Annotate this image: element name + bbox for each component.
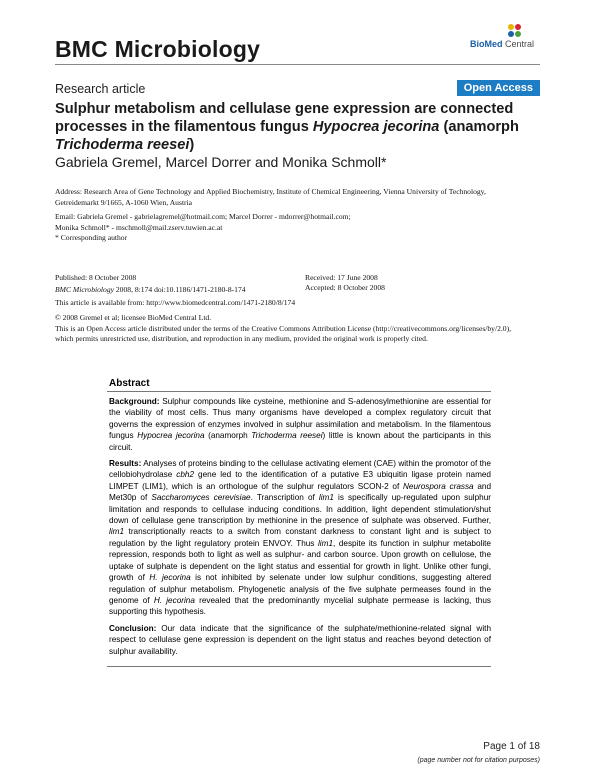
article-url[interactable]: This article is available from: http://www.biomedcentral.com/1471-2180/8/174 — [55, 298, 296, 307]
publisher-logo — [470, 24, 540, 52]
page-number: Page 1 of 18 — [483, 741, 540, 752]
citation: BMC Microbiology 2008, 8:174 doi:10.1186/1471-2180-8-174 — [55, 285, 246, 294]
email-line[interactable]: Monika Schmoll* - mschmoll@mail.zserv.tuwien.ac.at — [55, 222, 223, 232]
email-line[interactable]: Email: Gabriela Gremel - gabrielagremel@hotmail.com; Marcel Dorrer - mdorrer@hotmail.com; — [55, 212, 351, 221]
article-title: Sulphur metabolism and cellulase gene expression are connected processes in the filamentous fungus Hypocrea jecorina (anamorph Trichoderma reesei) — [55, 101, 519, 153]
abstract-background: Background: Sulphur compounds like cysteine, methionine and S-adenosylmethionine are essential for the viability of most cells. Thus many organisms have developed a complex regulatory circuit that governs the expression of enzymes involved in sulphur assimilation and metabolism. In the filamentous fungus Hypocrea jecorina (anamorph Trichoderma reesei) little is known about the participants in this circuit. — [109, 397, 491, 452]
published-date: Published: 8 October 2008 — [55, 273, 137, 282]
address: Address: Research Area of Gene Technology and Applied Biochemistry, Institute of Chemical Engineering, Vienna University of Technology, Getreidemarkt 9/1665, A-1060 Wien, Austria — [55, 187, 486, 207]
license-link[interactable]: This is an Open Access article distributed under the terms of the Creative Commons Attribution License (http://creativecommons.org/licenses/by/2.0), — [55, 323, 512, 333]
journal-title: BMC Microbiology — [55, 36, 261, 62]
logo-dots-icon — [508, 24, 524, 38]
abstract-results: Results: Analyses of proteins binding to the cellulase activating element (CAE) within the promotor of the cellobiohydrolase cbh2 gene led to the identification of a putative E3 ubiquitin ligase protein named LIMPET (LIM1), which is an orthologue of the sulphur regulators SCON-2 of Neurospora crassa and Met30p of Saccharomyces cerevisiae. Transcription of lim1 is specifically up-regulated upon sulphur limitation and responds to cellulase inducing conditions. In addition, light dependent stimulation/shut down of cellulase gene transcription by methionine in the presence of sulphate was observed. Further, lim1 transcriptionally reacts to a switch from constant darkness to constant light and is subject to regulation by the light regulatory protein ENVOY. Thus lim1, despite its function in sulphur metabolite repression, responds both to light as well as sulphur- and carbon source. Upon growth on cellulose, the uptake of sulphate is dependent on the light status and essential for growth in light. Unlike other fungi, growth of H. jecorina is not inhibited by selenate under low sulphur conditions, suggesting altered regulation of sulphur metabolism. Phylogenetic analysis of the five sulphate permeases found in the genome of H. jecorina revealed that the predominantly mycelial sulphate permease is lacking, thus supporting this hypothesis. — [109, 459, 491, 617]
author-list: Gabriela Gremel, Marcel Dorrer and Monika Schmoll* — [55, 154, 387, 170]
abstract-heading: Abstract — [107, 378, 491, 392]
article-type: Research article — [55, 82, 146, 96]
logo-text-central: Central — [502, 39, 535, 49]
received-date: Received: 17 June 2008 — [305, 273, 378, 282]
abstract-conclusion: Conclusion: Our data indicate that the significance of the sulphate/methionine-related signal with respect to cellulase gene expression is dependent on the light status and reaches beyond detection of sulphur availability. — [109, 623, 491, 656]
page-note: (page number not for citation purposes) — [417, 757, 540, 764]
accepted-date: Accepted: 8 October 2008 — [305, 283, 385, 292]
abstract-box — [107, 378, 491, 667]
open-access-badge: Open Access — [457, 80, 540, 96]
license: © 2008 Gremel et al; licensee BioMed Central Ltd. This is an Open Access article distributed under the terms of the Creative Commons Attribution License (http://creativecommons.org/licenses/by/2.0), which permits unrestricted use, distribution, and reproduction in any medium, provided the original work is properly cited. — [55, 313, 512, 343]
header-rule — [55, 64, 540, 65]
emails: Email: Gabriela Gremel - gabrielagremel@hotmail.com; Marcel Dorrer - mdorrer@hotmail.com; Monika Schmoll* - mschmoll@mail.zserv.tuwien.ac.at * Corresponding author — [55, 212, 351, 242]
logo-text-biomed: BioMed — [470, 39, 503, 49]
